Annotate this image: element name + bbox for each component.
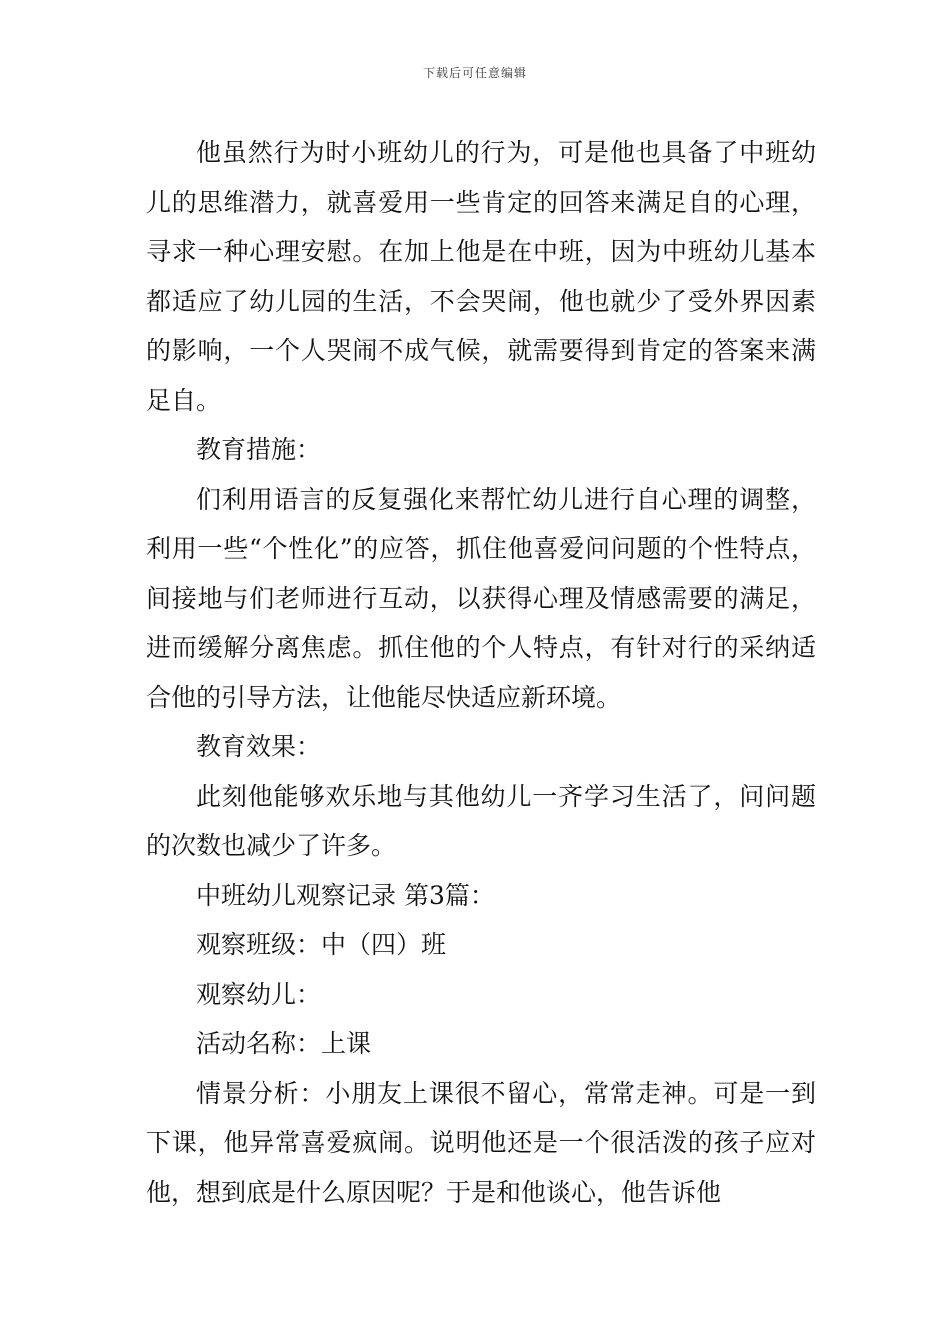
field-observed-child: 观察幼儿：	[196, 979, 322, 1009]
heading-education-effect: 教育效果：	[196, 732, 322, 761]
section-title-record-3: 中班幼儿观察记录 第3篇：	[196, 880, 495, 910]
paragraph-measures: 们利用语言的反复强化来帮忙幼儿进行自心理的调整，利用一些“个性化”的应答，抓住他喜爱问问题的个性特点，间接地与们老师进行互动，以获得心理及情感需要的满足，进而缓解分离焦虑。抓住他的个人特点，有针对行的采纳适合他的引导方法，让他能尽快适应新环境。	[146, 484, 816, 712]
paragraph-effect: 此刻他能够欢乐地与其他幼儿一齐学习生活了，问问题的次数也减少了许多。	[146, 781, 816, 860]
document-body	[146, 128, 816, 1217]
field-observed-class: 观察班级：中（四）班	[196, 930, 447, 959]
heading-education-measures: 教育措施：	[196, 435, 322, 464]
page-header: 下载后可任意编辑	[422, 66, 527, 80]
paragraph-analysis: 他虽然行为时小班幼儿的行为，可是他也具备了中班幼儿的思维潜力，就喜爱用一些肯定的回答来满足自的心理，寻求一种心理安慰。在加上他是在中班，因为中班幼儿基本都适应了幼儿园的生活，不会哭闹，他也就少了受外界因素的影响，一个人哭闹不成气候，就需要得到肯定的答案来满足自。	[146, 138, 816, 415]
paragraph-situation-analysis: 情景分析：小朋友上课很不留心，常常走神。可是一到下课，他异常喜爱疯闹。说明他还是一个很活泼的孩子应对他，想到底是什么原因呢？于是和他谈心，他告诉他	[146, 1078, 816, 1207]
field-activity-name: 活动名称：上课	[196, 1029, 372, 1058]
